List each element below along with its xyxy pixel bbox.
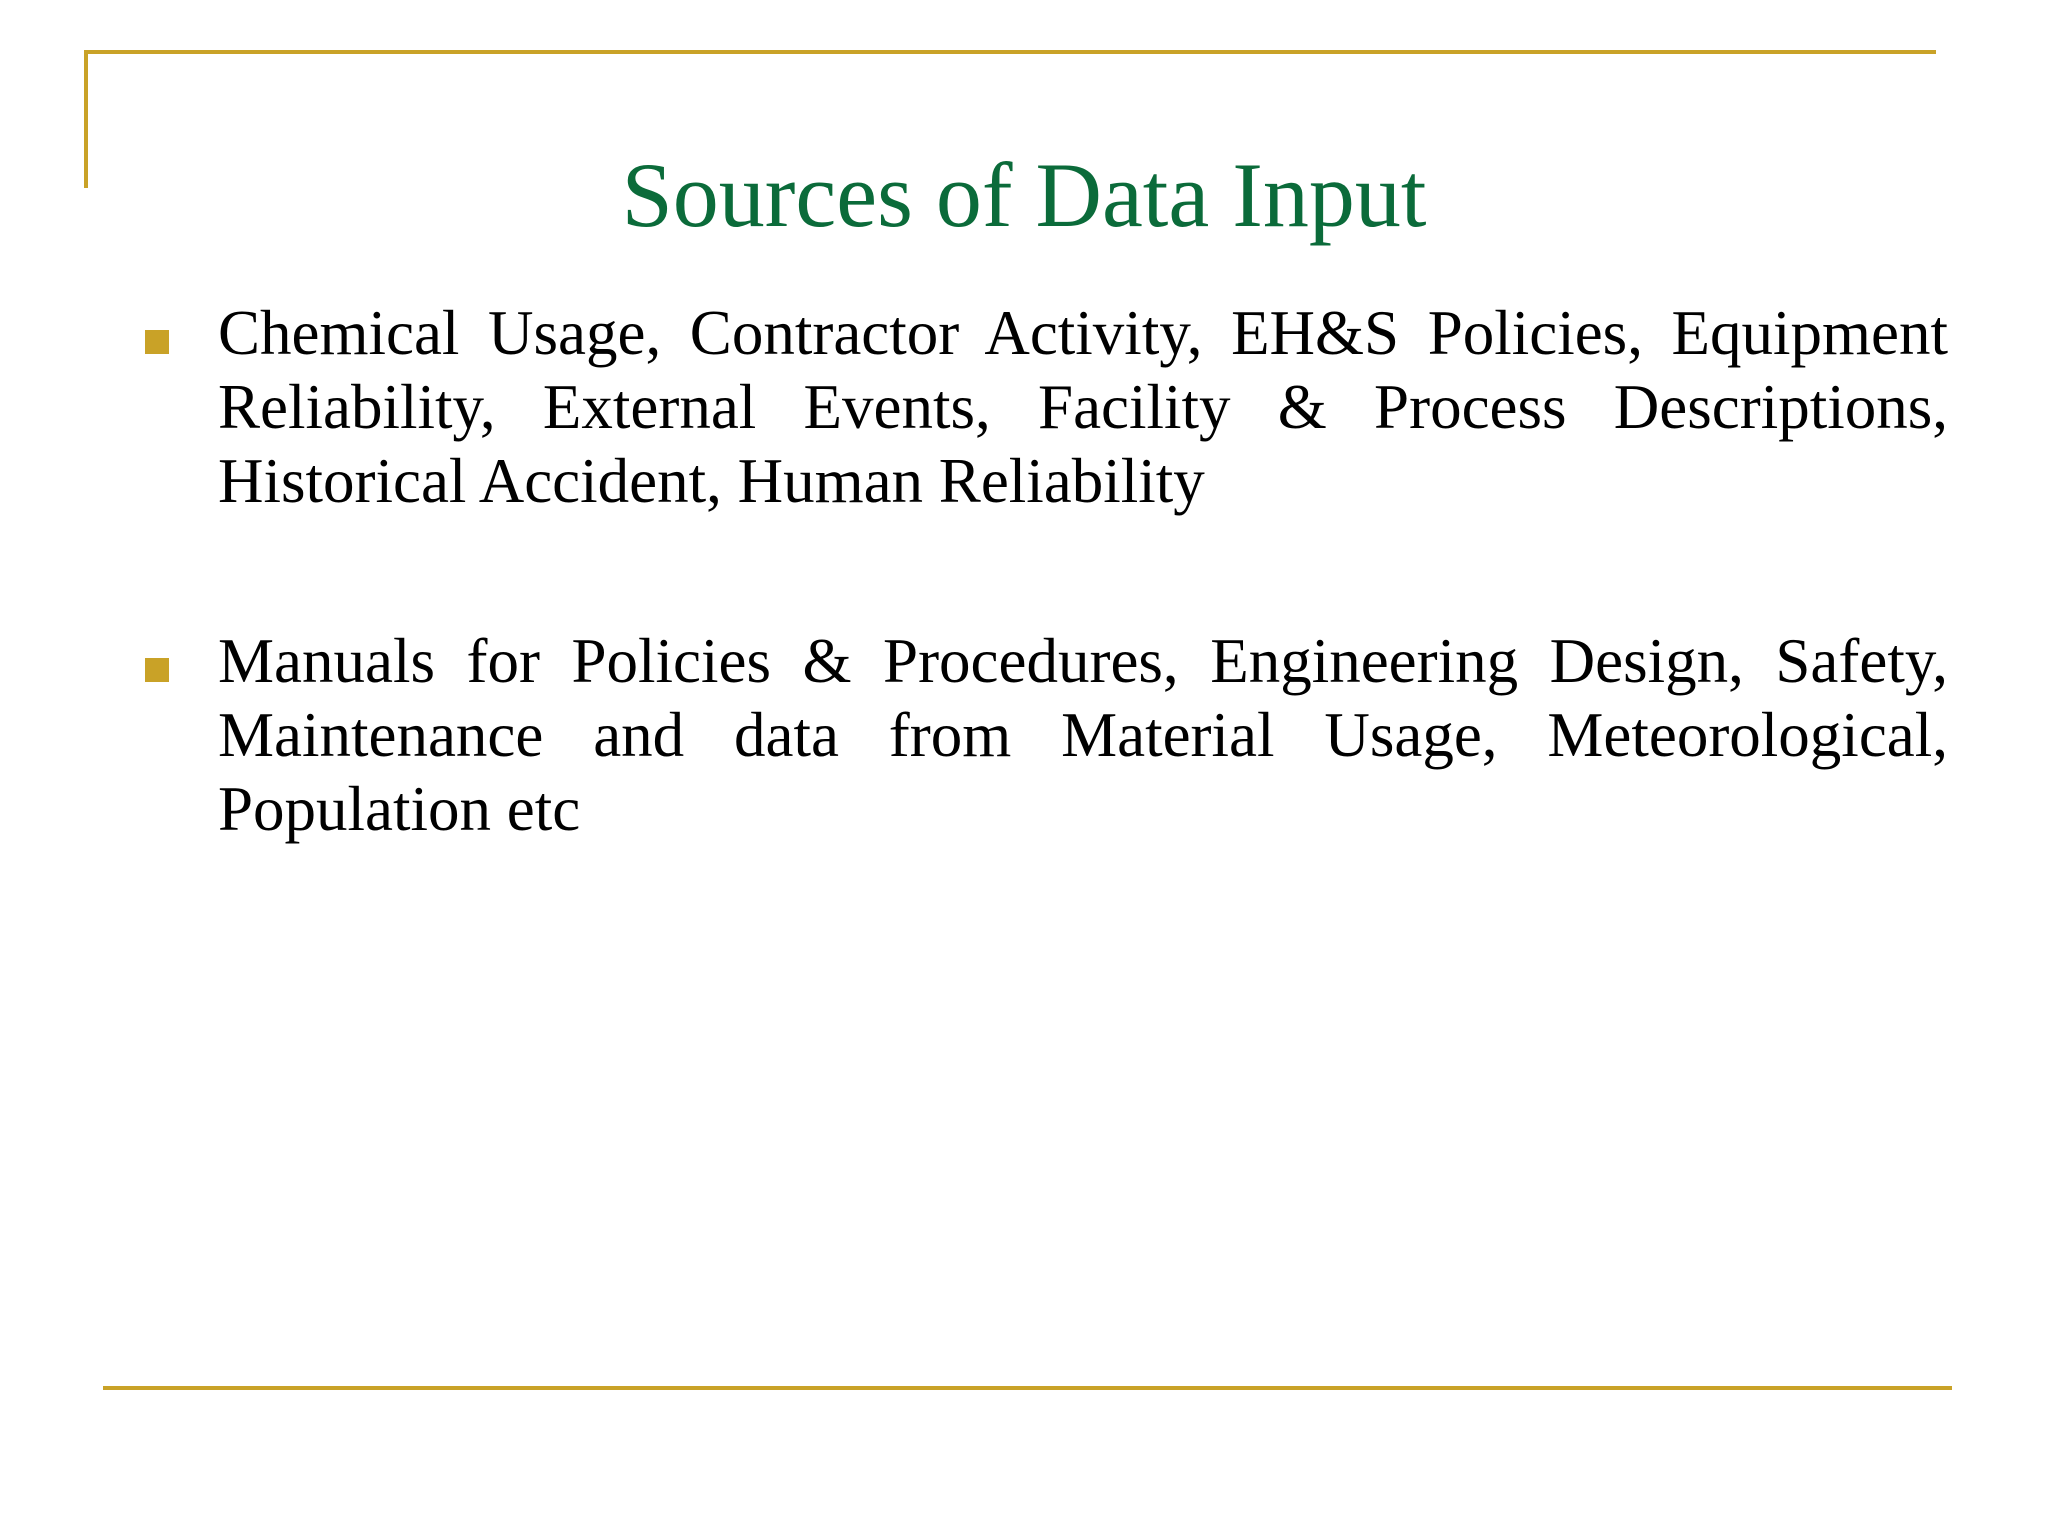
square-bullet-icon — [145, 658, 169, 682]
square-bullet-icon — [145, 330, 169, 354]
top-border-line — [84, 50, 1936, 54]
bullet-text: Manuals for Policies & Procedures, Engineering Design, Safety, Maintenance and data from Material Usage, Meteorological, Population etc — [218, 626, 1948, 844]
bottom-border-line — [103, 1386, 1952, 1390]
slide-title: Sources of Data Input — [621, 144, 1427, 246]
bullet-text: Chemical Usage, Contractor Activity, EH&S Policies, Equipment Reliability, External Events, Facility & Process Descriptions, Historical Accident, Human Reliability — [218, 298, 1948, 516]
